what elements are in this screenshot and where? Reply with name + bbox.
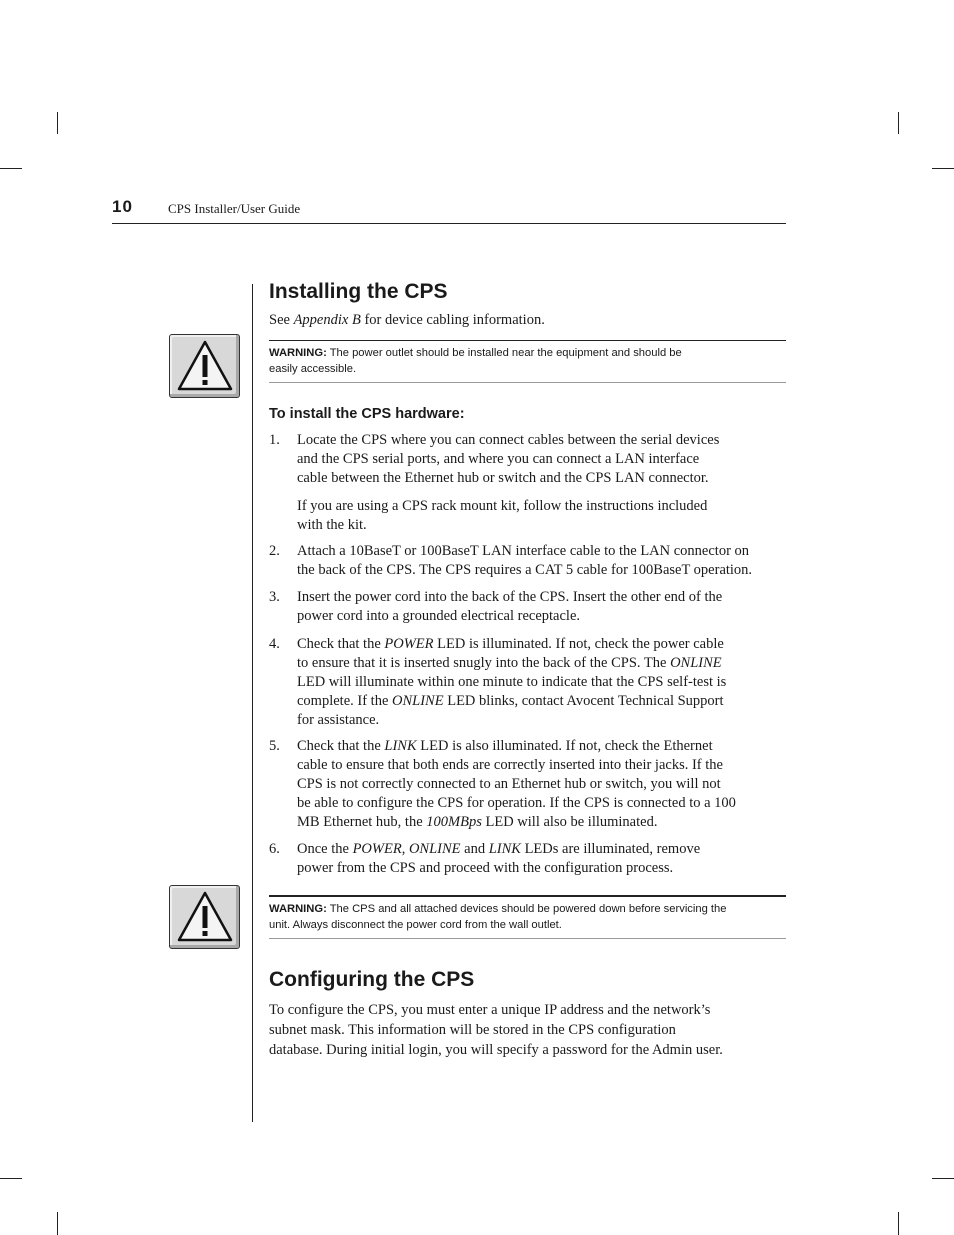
step-line: power from the CPS and proceed with the configuration process. <box>297 860 674 876</box>
section-title-installing: Installing the CPS <box>269 280 448 303</box>
led-name: ONLINE <box>392 693 444 709</box>
step-number: 3. <box>269 589 280 605</box>
intro-paragraph <box>269 311 789 330</box>
step-text: LED is illuminated. If not, check the power cable <box>433 636 724 652</box>
crop-mark <box>932 1178 954 1179</box>
intro-text: for device cabling information. <box>360 312 545 328</box>
led-name: 100MBps <box>426 814 482 830</box>
led-name: LINK <box>384 738 417 754</box>
step-number: 4. <box>269 636 280 652</box>
warning-label: WARNING: <box>269 347 327 359</box>
step-text: LED will also be illuminated. <box>481 814 658 830</box>
warning-line <box>269 346 786 362</box>
paragraph-line: database. During initial login, you will specify a password for the Admin user. <box>269 1042 723 1058</box>
led-name: ONLINE <box>670 655 722 671</box>
step-line: Insert the power cord into the back of the CPS. Insert the other end of the <box>297 589 723 605</box>
led-name: POWER <box>384 636 434 652</box>
led-name: ONLINE <box>408 841 461 857</box>
led-name: LINK <box>488 841 521 857</box>
section-title-configuring: Configuring the CPS <box>269 968 475 991</box>
warning-text: The CPS and all attached devices should be powered down before servicing the <box>326 903 727 915</box>
step-text: Check that the <box>297 738 385 754</box>
step-number: 6. <box>269 841 280 857</box>
step-line <box>297 840 789 859</box>
step-text: , <box>401 841 409 857</box>
step-text: complete. If the <box>297 693 393 709</box>
paragraph-line: subnet mask. This information will be stored in the CPS configuration <box>269 1022 676 1038</box>
led-name: POWER <box>352 841 402 857</box>
step-number: 5. <box>269 738 280 754</box>
warning-box-power-outlet <box>269 340 786 383</box>
step-text: LEDs are illuminated, remove <box>520 841 701 857</box>
step-line <box>297 737 789 756</box>
procedure-title: To install the CPS hardware: <box>269 406 465 422</box>
step-line: If you are using a CPS rack mount kit, follow the instructions included <box>297 498 708 514</box>
step-number: 2. <box>269 543 280 559</box>
step-text: MB Ethernet hub, the <box>297 814 427 830</box>
step-text: Once the <box>297 841 353 857</box>
step-line: with the kit. <box>297 517 367 533</box>
crop-mark <box>57 1212 58 1235</box>
step-text: Check that the <box>297 636 385 652</box>
header-rule <box>112 223 786 224</box>
configuring-paragraph <box>269 1000 789 1060</box>
warning-box-power-down <box>269 895 786 939</box>
crop-mark <box>0 168 22 169</box>
warning-line: easily accessible. <box>269 362 357 375</box>
step-line: and the CPS serial ports, and where you can connect a LAN interface <box>297 451 700 467</box>
crop-mark <box>898 1212 899 1235</box>
running-title: CPS Installer/User Guide <box>168 201 301 216</box>
margin-rule <box>252 284 253 1122</box>
warning-icon <box>169 334 240 398</box>
step-line: cable between the Ethernet hub or switch and the CPS LAN connector. <box>297 470 709 486</box>
crop-mark <box>898 112 899 134</box>
step-line: the back of the CPS. The CPS requires a CAT 5 cable for 100BaseT operation. <box>297 562 753 578</box>
warning-line <box>269 902 786 918</box>
step-line: for assistance. <box>297 712 380 728</box>
step-line: LED will illuminate within one minute to indicate that the CPS self-test is <box>297 674 727 690</box>
warning-text: The power outlet should be installed near the equipment and should be <box>326 347 682 359</box>
crop-mark <box>0 1178 22 1179</box>
step-line: Locate the CPS where you can connect cables between the serial devices <box>297 432 720 448</box>
step-line: power cord into a grounded electrical receptacle. <box>297 608 581 624</box>
step-line: Attach a 10BaseT or 100BaseT LAN interface cable to the LAN connector on <box>297 543 750 559</box>
crop-mark <box>57 112 58 134</box>
step-text: LED blinks, contact Avocent Technical Support <box>443 693 724 709</box>
step-text: and <box>460 841 489 857</box>
step-line: be able to configure the CPS for operation. If the CPS is connected to a 100 <box>297 795 736 811</box>
appendix-reference: Appendix B <box>293 312 361 328</box>
page-number: 10 <box>112 197 133 216</box>
warning-icon <box>169 885 240 949</box>
crop-mark <box>932 168 954 169</box>
step-number: 1. <box>269 432 280 448</box>
step-text: LED is also illuminated. If not, check the Ethernet <box>416 738 713 754</box>
step-line: cable to ensure that both ends are correctly inserted into their jacks. If the <box>297 757 723 773</box>
paragraph-line: To configure the CPS, you must enter a unique IP address and the network’s <box>269 1002 711 1018</box>
warning-line: unit. Always disconnect the power cord from the wall outlet. <box>269 918 562 931</box>
step-line <box>297 635 789 654</box>
step-text: to ensure that it is inserted snugly into the back of the CPS. The <box>297 655 671 671</box>
step-line <box>297 813 789 832</box>
warning-label: WARNING: <box>269 903 327 915</box>
step-line: CPS is not correctly connected to an Ethernet hub or switch, you will not <box>297 776 721 792</box>
step-line <box>297 654 789 673</box>
intro-text: See <box>269 312 294 328</box>
step-line <box>297 692 789 711</box>
